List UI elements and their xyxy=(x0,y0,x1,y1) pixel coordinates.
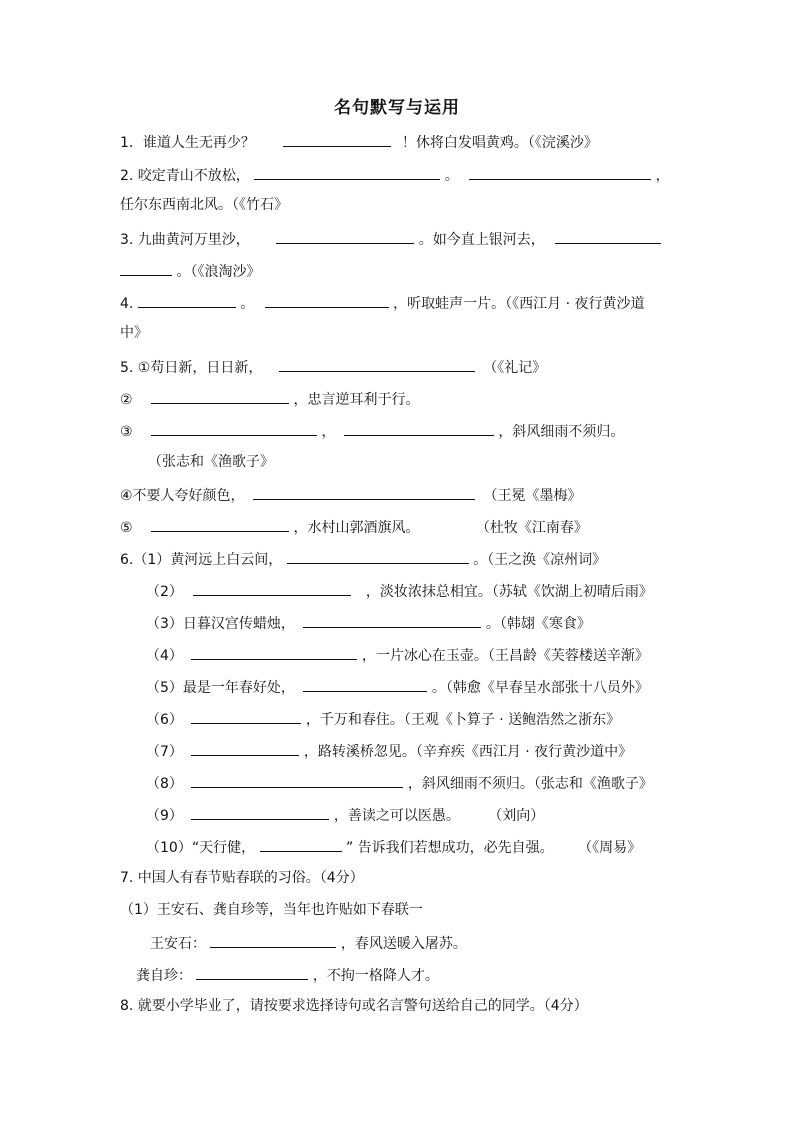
question-7-1 xyxy=(120,900,423,920)
question-text: （10）“天行健， xyxy=(146,840,256,856)
question-text: ，千万和春住。（王观《卜算子 · 送鲍浩然之浙东》 xyxy=(305,712,621,728)
question-text: 任尔东西南北风。（《竹石》 xyxy=(120,197,288,213)
question-text: ，听取蛙声一片。（《西江月 · 夜行黄沙道 xyxy=(393,296,645,312)
question-text: ，不拘一格降人才。 xyxy=(312,968,439,984)
question-text: ，善读之可以医愚。 xyxy=(333,808,460,824)
question-text: 王安石： xyxy=(150,936,206,952)
question-text: 。 xyxy=(240,296,255,312)
question-1 xyxy=(120,131,598,153)
question-3 xyxy=(120,228,661,250)
question-text: ③ xyxy=(120,424,133,440)
question-6-5 xyxy=(146,676,649,698)
answer-blank[interactable] xyxy=(279,356,475,372)
question-text: ，一片冰心在玉壶。（王昌龄《芙蓉楼送辛渐》 xyxy=(361,648,649,664)
question-text: （刘向） xyxy=(488,808,545,824)
question-6-6 xyxy=(146,708,620,730)
answer-blank[interactable] xyxy=(283,131,391,147)
question-text: （7） xyxy=(146,744,183,760)
answer-blank[interactable] xyxy=(253,484,475,500)
question-text: 6.（1）黄河远上白云间， xyxy=(120,552,283,568)
question-text: （6） xyxy=(146,712,183,728)
question-2-cont xyxy=(120,195,288,215)
question-text: 龚自珍： xyxy=(136,968,192,984)
question-4 xyxy=(120,292,645,314)
question-6-2 xyxy=(146,580,653,602)
question-6-3 xyxy=(146,612,591,634)
answer-blank[interactable] xyxy=(138,292,236,308)
answer-blank[interactable] xyxy=(555,228,661,244)
question-text: （《礼记》 xyxy=(483,360,547,376)
question-text: ，淡妆浓抹总相宜。（苏轼《饮湖上初晴后雨》 xyxy=(365,584,653,600)
question-4-cont xyxy=(120,323,148,343)
question-6-9 xyxy=(146,804,544,826)
question-text: 7. 中国人有春节贴春联的习俗。（4分） xyxy=(120,870,364,886)
question-text: ” 告诉我们若想成功，必先自强。 xyxy=(345,840,554,856)
question-text: （王冕《墨梅》 xyxy=(483,488,582,504)
answer-blank[interactable] xyxy=(191,804,329,820)
answer-blank[interactable] xyxy=(303,676,427,692)
question-text: 。如今直上银河去， xyxy=(418,232,545,248)
answer-blank[interactable] xyxy=(254,164,440,180)
page-title: 名句默写与运用 xyxy=(334,98,460,118)
question-text: （杜牧《江南春》 xyxy=(475,520,588,536)
question-text: ④不要人夸好颜色， xyxy=(120,488,245,504)
question-5-5 xyxy=(120,516,588,538)
question-7-1-b xyxy=(136,964,439,986)
answer-blank[interactable] xyxy=(469,164,651,180)
answer-blank[interactable] xyxy=(287,548,469,564)
question-text: 5. ①苟日新，日日新， xyxy=(120,360,263,376)
question-5-2 xyxy=(120,388,419,410)
question-text: 。（王之涣《凉州词》 xyxy=(473,552,607,568)
answer-blank[interactable] xyxy=(191,708,301,724)
question-2 xyxy=(120,164,670,186)
question-text: （3）日暮汉宫传蜡烛， xyxy=(146,616,295,632)
question-text: 。（《浪淘沙》 xyxy=(176,264,261,280)
question-text: 。 xyxy=(444,168,459,184)
answer-blank[interactable] xyxy=(151,516,289,532)
answer-blank[interactable] xyxy=(210,932,336,948)
question-text: （2） xyxy=(146,584,183,600)
question-text: 。（韩愈《早春呈水部张十八员外》 xyxy=(431,680,649,696)
answer-blank[interactable] xyxy=(193,580,351,596)
question-6-10 xyxy=(146,836,641,858)
question-6-7 xyxy=(146,740,632,762)
question-text: ，斜风细雨不须归。 xyxy=(498,424,625,440)
answer-blank[interactable] xyxy=(344,420,494,436)
question-text: ，忠言逆耳利于行。 xyxy=(293,392,420,408)
question-text: ，春风送暖入屠苏。 xyxy=(340,936,467,952)
question-text: ， xyxy=(655,168,670,184)
answer-blank[interactable] xyxy=(191,740,299,756)
question-7-1-a xyxy=(150,932,467,954)
question-text: ！休将白发唱黄鸡。（《浣溪沙》 xyxy=(401,135,598,151)
question-5-1 xyxy=(120,356,546,378)
question-text: ② xyxy=(120,392,133,408)
answer-blank[interactable] xyxy=(191,772,403,788)
answer-blank[interactable] xyxy=(260,836,342,852)
question-5-4 xyxy=(120,484,581,506)
question-text: 。（韩翃《寒食》 xyxy=(485,616,591,632)
question-text: （1）王安石、龚自珍等，当年也许贴如下春联一 xyxy=(120,902,423,918)
question-text: ， xyxy=(321,424,336,440)
answer-blank[interactable] xyxy=(151,420,317,436)
answer-blank[interactable] xyxy=(196,964,308,980)
question-text: ，斜风细雨不须归。（张志和《渔歌子》 xyxy=(407,776,653,792)
question-text: （8） xyxy=(146,776,183,792)
question-text: （5）最是一年春好处， xyxy=(146,680,295,696)
answer-blank[interactable] xyxy=(276,228,414,244)
question-3-cont xyxy=(120,260,260,282)
question-text: 4. xyxy=(120,296,134,312)
question-7 xyxy=(120,868,364,888)
question-text: 1．谁道人生无再少？ xyxy=(120,135,255,151)
question-text: （9） xyxy=(146,808,183,824)
question-text: （张志和《渔歌子》 xyxy=(148,454,274,470)
answer-blank[interactable] xyxy=(303,612,481,628)
answer-blank[interactable] xyxy=(120,260,172,276)
question-text: ⑤ xyxy=(120,520,133,536)
question-text: 8. 就要小学毕业了，请按要求选择诗句或名言警句送给自己的同学。（4分） xyxy=(120,998,588,1014)
question-6-4 xyxy=(146,644,649,666)
answer-blank[interactable] xyxy=(151,388,289,404)
question-text: 3. 九曲黄河万里沙， xyxy=(120,232,250,248)
question-6-1 xyxy=(120,548,606,570)
question-6-8 xyxy=(146,772,653,794)
question-text: ，路转溪桥忽见。（辛弃疾《西江月 · 夜行黄沙道中》 xyxy=(303,744,633,760)
question-8 xyxy=(120,996,588,1016)
question-text: （4） xyxy=(146,648,183,664)
question-text: 2. 咬定青山不放松， xyxy=(120,168,250,184)
answer-blank[interactable] xyxy=(265,292,389,308)
answer-blank[interactable] xyxy=(191,644,357,660)
question-text: ，水村山郭酒旗风。 xyxy=(293,520,420,536)
question-5-3-source xyxy=(148,452,274,472)
question-text: （《周易》 xyxy=(578,840,642,856)
question-text: 中》 xyxy=(120,325,148,341)
question-5-3 xyxy=(120,420,624,442)
